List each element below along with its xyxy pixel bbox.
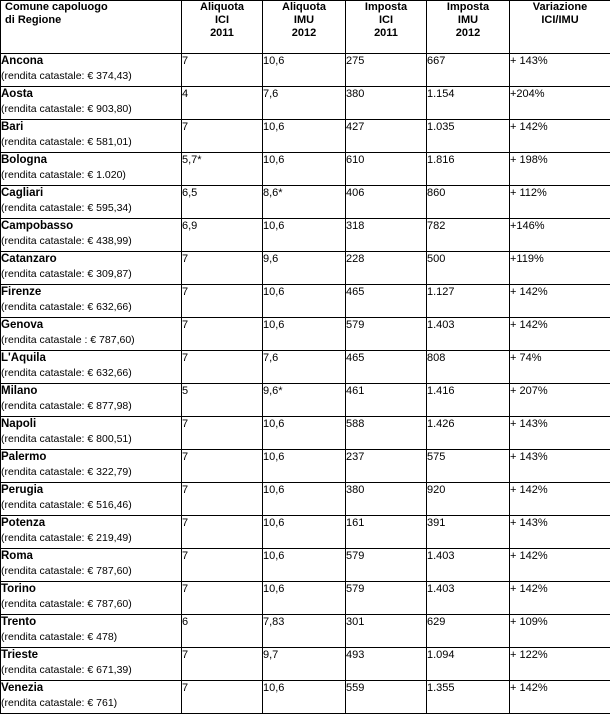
cell-imposta-ici: 461 <box>346 384 427 417</box>
table-row <box>1 483 610 516</box>
cell-aliquota-imu: 7,83 <box>263 615 346 648</box>
cell-aliquota-ici: 4 <box>182 87 263 120</box>
column-header-variazione-line-1: Variazione <box>510 1 610 14</box>
comune-name: Venezia <box>1 681 181 696</box>
comune-name: Palermo <box>1 450 181 465</box>
cell-aliquota-imu: 10,6 <box>263 120 346 153</box>
comune-rendita-catastale: (rendita catastale: € 219,49) <box>1 531 181 546</box>
cell-imposta-imu: 782 <box>427 219 510 252</box>
column-header-imposta-imu-line-1: Imposta <box>427 1 509 14</box>
comune-name: Milano <box>1 384 181 399</box>
comune-name: Bari <box>1 120 181 135</box>
comune-rendita-catastale: (rendita catastale: € 322,79) <box>1 465 181 480</box>
column-header-variazione-line-2: ICI/IMU <box>510 14 610 27</box>
cell-variazione: + 143% <box>510 54 610 87</box>
comune-name: Cagliari <box>1 186 181 201</box>
table-row <box>1 549 610 582</box>
comune-rendita-catastale: (rendita catastale: € 478) <box>1 630 181 645</box>
table-row <box>1 153 610 186</box>
cell-imposta-imu: 1.127 <box>427 285 510 318</box>
table-row <box>1 516 610 549</box>
table-row <box>1 681 610 714</box>
column-header-aliquota-ici-line-1: Aliquota <box>182 1 262 14</box>
comune-name: Ancona <box>1 54 181 69</box>
cell-aliquota-ici: 7 <box>182 417 263 450</box>
cell-comune <box>1 681 182 714</box>
cell-comune <box>1 153 182 186</box>
cell-comune <box>1 450 182 483</box>
header-row <box>1 1 610 54</box>
comune-rendita-catastale: (rendita catastale: € 309,87) <box>1 267 181 282</box>
cell-aliquota-imu: 10,6 <box>263 450 346 483</box>
table-row <box>1 351 610 384</box>
cell-variazione: + 142% <box>510 285 610 318</box>
comune-rendita-catastale: (rendita catastale: € 632,66) <box>1 300 181 315</box>
cell-comune <box>1 351 182 384</box>
comune-rendita-catastale: (rendita catastale: € 787,60) <box>1 564 181 579</box>
cell-imposta-ici: 237 <box>346 450 427 483</box>
column-header-aliquota-imu-line-1: Aliquota <box>263 1 345 14</box>
comune-name: Napoli <box>1 417 181 432</box>
cell-aliquota-imu: 10,6 <box>263 153 346 186</box>
column-header-aliquota-ici <box>182 1 263 54</box>
table-row <box>1 384 610 417</box>
cell-aliquota-imu: 9,6* <box>263 384 346 417</box>
table-row <box>1 582 610 615</box>
cell-imposta-imu: 1.416 <box>427 384 510 417</box>
comune-rendita-catastale: (rendita catastale: € 632,66) <box>1 366 181 381</box>
comune-name: Campobasso <box>1 219 181 234</box>
cell-imposta-ici: 465 <box>346 351 427 384</box>
cell-variazione: + 143% <box>510 417 610 450</box>
column-header-comune <box>1 1 182 54</box>
comune-name: Aosta <box>1 87 181 102</box>
cell-imposta-imu: 1.035 <box>427 120 510 153</box>
cell-variazione: + 112% <box>510 186 610 219</box>
cell-aliquota-imu: 10,6 <box>263 549 346 582</box>
cell-comune <box>1 54 182 87</box>
cell-aliquota-ici: 7 <box>182 648 263 681</box>
table-row <box>1 252 610 285</box>
cell-imposta-imu: 1.426 <box>427 417 510 450</box>
cell-aliquota-imu: 10,6 <box>263 219 346 252</box>
table-row <box>1 120 610 153</box>
cell-imposta-ici: 406 <box>346 186 427 219</box>
cell-aliquota-ici: 6 <box>182 615 263 648</box>
column-header-imposta-imu <box>427 1 510 54</box>
cell-aliquota-ici: 7 <box>182 351 263 384</box>
comune-rendita-catastale: (rendita catastale: € 787,60) <box>1 597 181 612</box>
cell-imposta-ici: 465 <box>346 285 427 318</box>
cell-comune <box>1 285 182 318</box>
cell-aliquota-ici: 6,9 <box>182 219 263 252</box>
cell-imposta-ici: 579 <box>346 549 427 582</box>
comune-rendita-catastale: (rendita catastale: € 877,98) <box>1 399 181 414</box>
cell-variazione: +119% <box>510 252 610 285</box>
comune-rendita-catastale: (rendita catastale: € 671,39) <box>1 663 181 678</box>
cell-aliquota-imu: 10,6 <box>263 582 346 615</box>
cell-aliquota-ici: 7 <box>182 483 263 516</box>
cell-aliquota-ici: 7 <box>182 582 263 615</box>
comune-rendita-catastale: (rendita catastale: € 581,01) <box>1 135 181 150</box>
cell-imposta-imu: 1.403 <box>427 582 510 615</box>
comune-rendita-catastale: (rendita catastale: € 438,99) <box>1 234 181 249</box>
cell-imposta-imu: 920 <box>427 483 510 516</box>
cell-imposta-imu: 667 <box>427 54 510 87</box>
comune-name: Trieste <box>1 648 181 663</box>
column-header-aliquota-ici-line-2: ICI <box>182 14 262 27</box>
cell-imposta-ici: 380 <box>346 483 427 516</box>
cell-imposta-imu: 1.403 <box>427 549 510 582</box>
cell-comune <box>1 417 182 450</box>
cell-aliquota-ici: 7 <box>182 120 263 153</box>
column-header-aliquota-imu <box>263 1 346 54</box>
column-header-aliquota-imu-line-3: 2012 <box>263 27 345 40</box>
column-header-imposta-imu-line-3: 2012 <box>427 27 509 40</box>
table-row <box>1 186 610 219</box>
cell-aliquota-imu: 7,6 <box>263 87 346 120</box>
table-row <box>1 417 610 450</box>
cell-imposta-ici: 301 <box>346 615 427 648</box>
column-header-imposta-ici-line-3: 2011 <box>346 27 426 40</box>
table-row <box>1 219 610 252</box>
column-header-comune-line-1: Comune capoluogo <box>5 1 181 14</box>
cell-aliquota-ici: 7 <box>182 252 263 285</box>
comune-rendita-catastale: (rendita catastale: € 761) <box>1 696 181 711</box>
column-header-aliquota-ici-line-3: 2011 <box>182 27 262 40</box>
cell-aliquota-imu: 10,6 <box>263 483 346 516</box>
cell-imposta-ici: 579 <box>346 318 427 351</box>
cell-aliquota-imu: 10,6 <box>263 681 346 714</box>
comune-rendita-catastale: (rendita catastale: € 595,34) <box>1 201 181 216</box>
cell-imposta-imu: 808 <box>427 351 510 384</box>
table-row <box>1 54 610 87</box>
cell-aliquota-imu: 10,6 <box>263 417 346 450</box>
cell-imposta-ici: 579 <box>346 582 427 615</box>
cell-comune <box>1 219 182 252</box>
cell-aliquota-ici: 5,7* <box>182 153 263 186</box>
cell-imposta-imu: 391 <box>427 516 510 549</box>
cell-imposta-ici: 427 <box>346 120 427 153</box>
cell-imposta-ici: 559 <box>346 681 427 714</box>
column-header-variazione <box>510 1 610 54</box>
cell-aliquota-ici: 7 <box>182 318 263 351</box>
cell-variazione: + 198% <box>510 153 610 186</box>
cell-comune <box>1 318 182 351</box>
cell-variazione: +146% <box>510 219 610 252</box>
cell-variazione: + 143% <box>510 450 610 483</box>
cell-comune <box>1 87 182 120</box>
comune-name: Potenza <box>1 516 181 531</box>
cell-variazione: + 142% <box>510 549 610 582</box>
cell-variazione: + 207% <box>510 384 610 417</box>
cell-aliquota-ici: 7 <box>182 549 263 582</box>
cell-variazione: + 142% <box>510 318 610 351</box>
cell-imposta-imu: 860 <box>427 186 510 219</box>
comune-name: Torino <box>1 582 181 597</box>
cell-variazione: + 122% <box>510 648 610 681</box>
table-row <box>1 285 610 318</box>
cell-imposta-ici: 610 <box>346 153 427 186</box>
cell-comune <box>1 549 182 582</box>
table-row <box>1 87 610 120</box>
column-header-imposta-ici <box>346 1 427 54</box>
table-row <box>1 318 610 351</box>
cell-aliquota-ici: 7 <box>182 516 263 549</box>
cell-comune <box>1 582 182 615</box>
cell-variazione: + 109% <box>510 615 610 648</box>
cell-comune <box>1 483 182 516</box>
comune-name: Firenze <box>1 285 181 300</box>
cell-aliquota-ici: 7 <box>182 285 263 318</box>
cell-comune <box>1 384 182 417</box>
cell-imposta-ici: 161 <box>346 516 427 549</box>
comune-rendita-catastale: (rendita catastale: € 1.020) <box>1 168 181 183</box>
cell-imposta-imu: 1.355 <box>427 681 510 714</box>
cell-imposta-imu: 575 <box>427 450 510 483</box>
table-row <box>1 615 610 648</box>
cell-aliquota-imu: 10,6 <box>263 54 346 87</box>
comune-name: Bologna <box>1 153 181 168</box>
cell-aliquota-imu: 9,6 <box>263 252 346 285</box>
comune-rendita-catastale: (rendita catastale: € 800,51) <box>1 432 181 447</box>
table-body <box>1 54 610 714</box>
comune-name: Genova <box>1 318 181 333</box>
table-header <box>1 1 610 54</box>
column-header-imposta-ici-line-1: Imposta <box>346 1 426 14</box>
comune-rendita-catastale: (rendita catastale : € 787,60) <box>1 333 181 348</box>
comune-name: Perugia <box>1 483 181 498</box>
cell-variazione: + 142% <box>510 681 610 714</box>
cell-aliquota-ici: 7 <box>182 54 263 87</box>
cell-imposta-ici: 275 <box>346 54 427 87</box>
cell-variazione: + 143% <box>510 516 610 549</box>
cell-imposta-imu: 1.154 <box>427 87 510 120</box>
comune-rendita-catastale: (rendita catastale: € 374,43) <box>1 69 181 84</box>
cell-aliquota-imu: 10,6 <box>263 285 346 318</box>
cell-comune <box>1 516 182 549</box>
comune-rendita-catastale: (rendita catastale: € 903,80) <box>1 102 181 117</box>
cell-aliquota-ici: 6,5 <box>182 186 263 219</box>
cell-imposta-imu: 500 <box>427 252 510 285</box>
cell-aliquota-imu: 10,6 <box>263 516 346 549</box>
comune-name: Trento <box>1 615 181 630</box>
cell-comune <box>1 252 182 285</box>
cell-imposta-imu: 1.816 <box>427 153 510 186</box>
comune-name: L'Aquila <box>1 351 181 366</box>
cell-imposta-ici: 588 <box>346 417 427 450</box>
cell-imposta-ici: 493 <box>346 648 427 681</box>
cell-aliquota-ici: 7 <box>182 450 263 483</box>
table-row <box>1 648 610 681</box>
cell-comune <box>1 648 182 681</box>
cell-comune <box>1 120 182 153</box>
comune-name: Catanzaro <box>1 252 181 267</box>
cell-imposta-imu: 1.403 <box>427 318 510 351</box>
cell-comune <box>1 186 182 219</box>
cell-variazione: + 142% <box>510 483 610 516</box>
cell-comune <box>1 615 182 648</box>
cell-variazione: + 142% <box>510 120 610 153</box>
cell-aliquota-ici: 5 <box>182 384 263 417</box>
cell-aliquota-imu: 10,6 <box>263 318 346 351</box>
column-header-imposta-ici-line-2: ICI <box>346 14 426 27</box>
comune-rendita-catastale: (rendita catastale: € 516,46) <box>1 498 181 513</box>
column-header-aliquota-imu-line-2: IMU <box>263 14 345 27</box>
table-row <box>1 450 610 483</box>
cell-imposta-imu: 629 <box>427 615 510 648</box>
cell-imposta-imu: 1.094 <box>427 648 510 681</box>
cell-aliquota-imu: 9,7 <box>263 648 346 681</box>
cell-aliquota-imu: 8,6* <box>263 186 346 219</box>
cell-variazione: +204% <box>510 87 610 120</box>
cell-imposta-ici: 318 <box>346 219 427 252</box>
cell-aliquota-ici: 7 <box>182 681 263 714</box>
column-header-imposta-imu-line-2: IMU <box>427 14 509 27</box>
cell-imposta-ici: 228 <box>346 252 427 285</box>
comune-name: Roma <box>1 549 181 564</box>
cell-variazione: + 142% <box>510 582 610 615</box>
column-header-comune-line-2: di Regione <box>5 14 181 27</box>
cell-imposta-ici: 380 <box>346 87 427 120</box>
cell-aliquota-imu: 7,6 <box>263 351 346 384</box>
cell-variazione: + 74% <box>510 351 610 384</box>
